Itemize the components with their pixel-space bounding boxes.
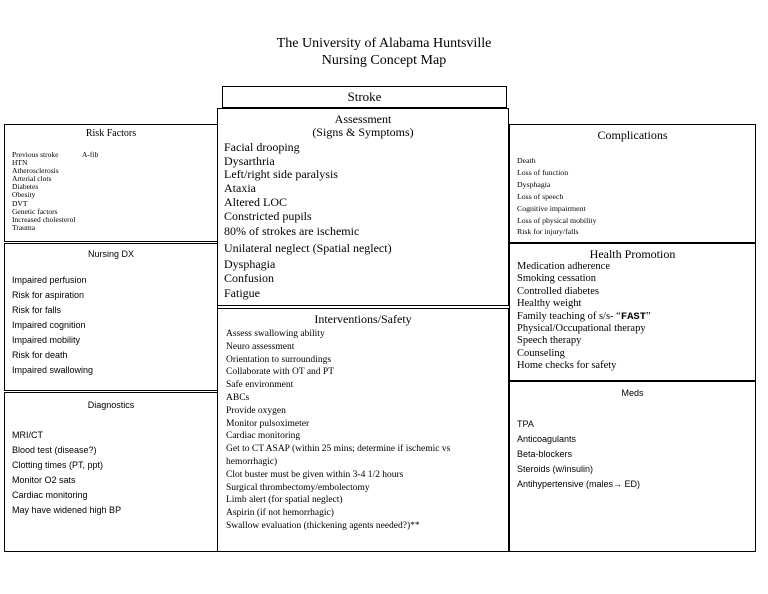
list-item: Monitor O2 sats bbox=[12, 475, 76, 485]
list-item: Increased cholesterol bbox=[12, 214, 76, 224]
risk-factors-title: Risk Factors bbox=[85, 128, 137, 139]
list-item: Altered LOC bbox=[224, 194, 287, 209]
list-item: Controlled diabetes bbox=[517, 285, 599, 297]
list-item: Swallow evaluation (thickening agents needed?)** bbox=[226, 520, 420, 531]
list-item: Impaired swallowing bbox=[12, 365, 94, 375]
list-item: Trauma bbox=[12, 222, 36, 232]
list-item: Diabetes bbox=[12, 182, 39, 192]
list-item: MRI/CT bbox=[12, 430, 43, 440]
family-teaching-quote: ” bbox=[646, 310, 651, 322]
list-item: Counseling bbox=[517, 347, 565, 359]
list-item: Arterial clots bbox=[12, 174, 52, 184]
diagnostics-title: Diagnostics bbox=[87, 400, 135, 410]
list-item-family-teaching bbox=[517, 311, 755, 323]
assessment-list bbox=[224, 141, 508, 301]
risk-factors-list bbox=[12, 151, 76, 232]
list-item: Cardiac monitoring bbox=[226, 431, 301, 442]
list-item: Unilateral neglect (Spatial neglect) bbox=[224, 240, 392, 255]
list-item: Clot buster must be given within 3-4 1/2 hours bbox=[226, 469, 404, 480]
assessment-subtitle: (Signs & Symptoms) bbox=[312, 125, 414, 139]
health-promotion-list bbox=[517, 261, 755, 373]
list-item: Speech therapy bbox=[517, 335, 582, 347]
list-item: Cognitive impairment bbox=[517, 203, 586, 213]
list-item: Physical/Occupational therapy bbox=[517, 323, 646, 335]
nursing-dx-title: Nursing DX bbox=[87, 249, 134, 259]
list-item: Home checks for safety bbox=[517, 360, 617, 372]
list-item: Collaborate with OT and PT bbox=[226, 367, 335, 378]
risk-factors-list-secondary bbox=[82, 151, 98, 159]
list-item: Genetic factors bbox=[12, 206, 58, 216]
list-item: Atherosclerosis bbox=[12, 166, 59, 176]
list-item: Dysphagia bbox=[224, 256, 276, 271]
nursing-dx-box bbox=[4, 243, 218, 391]
nursing-dx-list bbox=[12, 273, 217, 378]
diagnostics-list bbox=[12, 428, 217, 518]
list-item: Constricted pupils bbox=[224, 208, 312, 223]
list-item: Safe environment bbox=[226, 380, 294, 391]
list-item: Risk for falls bbox=[12, 305, 62, 315]
list-item: Loss of speech bbox=[517, 191, 564, 201]
list-item: HTN bbox=[12, 158, 28, 168]
list-item: hemorrhagic) bbox=[226, 456, 278, 467]
stroke-label: Stroke bbox=[347, 89, 382, 104]
list-item: TPA bbox=[517, 419, 534, 429]
document-title: Nursing Concept Map bbox=[321, 53, 447, 68]
family-teaching-text: Family teaching of s/s- “ bbox=[517, 310, 621, 322]
list-item: Death bbox=[517, 156, 536, 165]
list-item: ABCs bbox=[226, 392, 250, 403]
health-promotion-box bbox=[509, 243, 756, 381]
list-item: Loss of physical mobility bbox=[517, 215, 597, 225]
list-item: Limb alert (for spatial neglect) bbox=[226, 495, 343, 506]
list-item: Blood test (disease?) bbox=[12, 445, 97, 455]
risk-factors-box bbox=[4, 124, 218, 242]
document-header bbox=[0, 35, 768, 69]
list-item: Monitor pulsoximeter bbox=[226, 418, 310, 429]
list-item-antihypertensive bbox=[517, 477, 755, 492]
list-item: Impaired perfusion bbox=[12, 275, 87, 285]
antihypertensive-text: Antihypertensive (males bbox=[517, 479, 614, 489]
list-item: Dysphagia bbox=[517, 179, 551, 189]
list-item: Impaired cognition bbox=[12, 320, 86, 330]
list-item: Ataxia bbox=[224, 181, 256, 196]
list-item: Aspirin (if not hemorrhagic) bbox=[226, 508, 334, 519]
complications-list bbox=[517, 155, 755, 238]
list-item: Previous stroke bbox=[12, 150, 59, 159]
list-item: Loss of function bbox=[517, 167, 569, 177]
list-item: Facial drooping bbox=[224, 140, 300, 154]
stroke-box bbox=[222, 86, 507, 108]
list-item: Clotting times (PT, ppt) bbox=[12, 460, 104, 470]
list-item: Impaired mobility bbox=[12, 335, 81, 345]
list-item: Fatigue bbox=[224, 286, 260, 301]
interventions-title: Interventions/Safety bbox=[314, 312, 412, 326]
fast-acronym: FAST bbox=[620, 310, 647, 323]
interventions-list bbox=[226, 328, 508, 533]
meds-list bbox=[517, 417, 755, 492]
list-item: Anticoagulants bbox=[517, 434, 577, 444]
list-item: Dysarthria bbox=[224, 153, 275, 168]
antihypertensive-note: ED) bbox=[622, 479, 641, 489]
list-item: Left/right side paralysis bbox=[224, 167, 338, 182]
list-item: 80% of strokes are ischemic bbox=[224, 224, 360, 239]
list-item: Risk for death bbox=[12, 350, 68, 360]
list-item: Confusion bbox=[224, 271, 275, 286]
arrow-right-icon: → bbox=[613, 479, 623, 489]
list-item: Surgical thrombectomy/embolectomy bbox=[226, 482, 370, 493]
assessment-title: Assessment bbox=[334, 112, 392, 126]
list-item: Beta-blockers bbox=[517, 449, 573, 459]
list-item: Assess swallowing ability bbox=[226, 329, 325, 339]
list-item: DVT bbox=[12, 198, 28, 208]
list-item: Neuro assessment bbox=[226, 341, 295, 352]
list-item: Orientation to surroundings bbox=[226, 354, 332, 365]
list-item: May have widened high BP bbox=[12, 505, 122, 515]
list-item: Medication adherence bbox=[517, 261, 610, 272]
meds-box bbox=[509, 381, 756, 552]
list-item: Obesity bbox=[12, 190, 36, 200]
list-item: Cardiac monitoring bbox=[12, 490, 88, 500]
list-item: Provide oxygen bbox=[226, 405, 286, 416]
meds-title: Meds bbox=[621, 388, 644, 398]
list-item: Risk for injury/falls bbox=[517, 227, 579, 237]
health-promotion-title: Health Promotion bbox=[589, 247, 676, 261]
list-item: Healthy weight bbox=[517, 298, 582, 310]
complications-title: Complications bbox=[597, 128, 668, 142]
assessment-box bbox=[217, 108, 509, 306]
list-item: Steroids (w/insulin) bbox=[517, 464, 594, 474]
list-item: Smoking cessation bbox=[517, 273, 597, 285]
list-item: Risk for aspiration bbox=[12, 290, 85, 300]
list-item: A-fib bbox=[82, 150, 99, 159]
list-item: Get to CT ASAP (within 25 mins; determine if ischemic vs bbox=[226, 444, 451, 455]
university-name: The University of Alabama Huntsville bbox=[276, 36, 492, 51]
complications-box bbox=[509, 124, 756, 243]
interventions-box bbox=[217, 308, 509, 552]
diagnostics-box bbox=[4, 392, 218, 552]
